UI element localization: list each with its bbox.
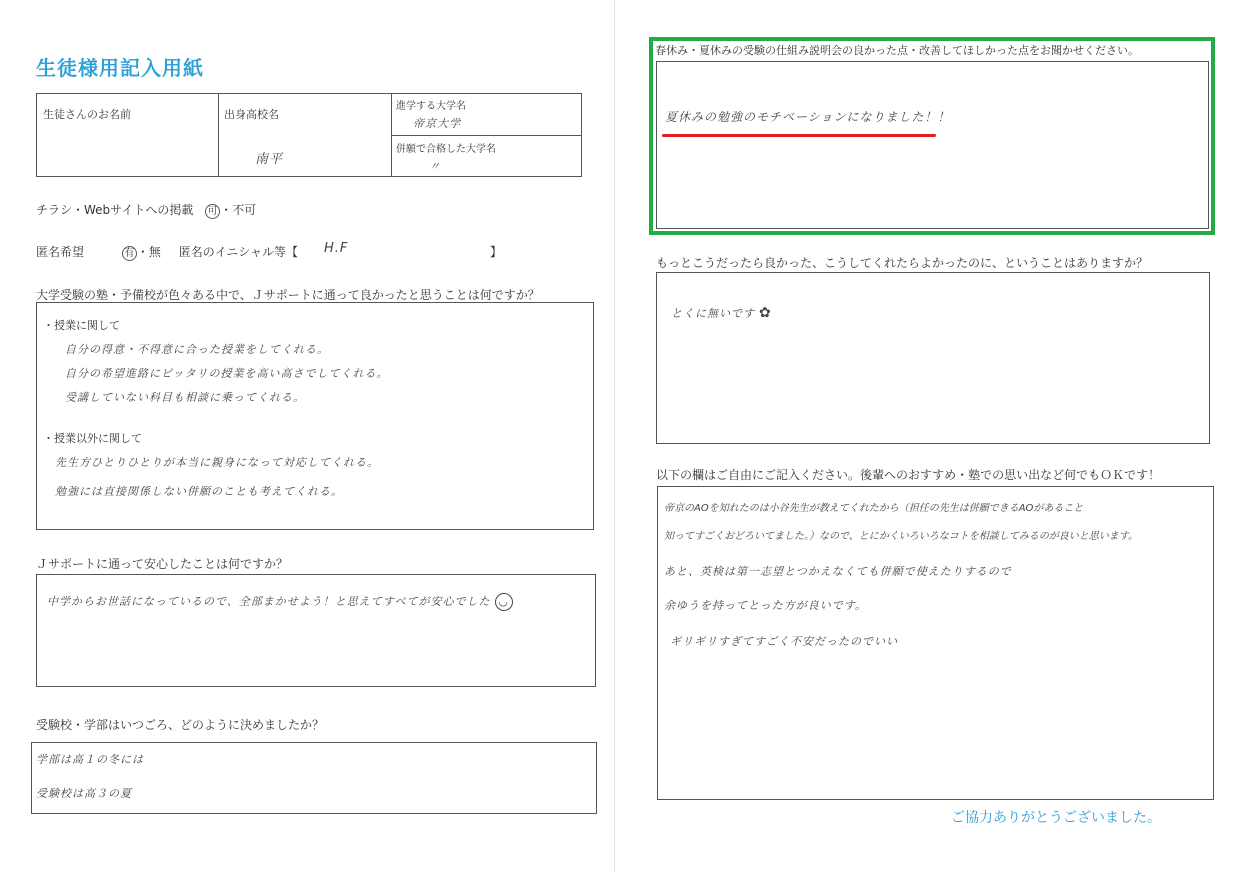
- q6-line: 帝京のAOを知れたのは小谷先生が教えてくれたから（担任の先生は併願できるAOがあること: [664, 503, 1084, 514]
- q1-question: 大学受験の塾・予備校が色々ある中で、Ｊサポートに通って良かったと思うことは何ですか？: [36, 288, 540, 302]
- anonymous-row: [36, 243, 298, 261]
- university-value: 帝京大学: [413, 117, 461, 130]
- q1-section1-heading: ・授業に関して: [43, 319, 120, 332]
- publish-ok-circled: 可: [205, 204, 220, 219]
- publish-row: [36, 201, 256, 219]
- student-name-label: 生徒さんのお名前: [43, 108, 131, 121]
- q1-line: 自分の希望進路にピッタリの授業を高い高さでしてくれる。: [65, 367, 389, 380]
- school-label: 出身高校名: [224, 108, 279, 121]
- q3-question: 受験校・学部はいつごろ、どのように決めましたか？: [36, 718, 325, 732]
- anonymous-yes-circled: 有: [122, 246, 137, 261]
- thanks-message: ご協力ありがとうございました。: [951, 810, 1161, 826]
- form-title: 生徒様用記入用紙: [36, 56, 204, 80]
- initial-close: 】: [490, 245, 503, 259]
- red-underline: [662, 134, 936, 137]
- q1-line: 勉強には直接関係しない併願のことも考えてくれる。: [55, 485, 343, 498]
- publish-label: チラシ・Webサイトへの掲載: [36, 203, 194, 217]
- initial-value: H.F: [324, 241, 349, 256]
- q2-answer-text: 中学からお世話になっているので、全部まかせよう！と思えてすべてが安心でした: [47, 595, 491, 608]
- school-value: 南平: [255, 152, 284, 167]
- q4-answer-box: [656, 61, 1209, 229]
- q6-line: ギリギリすぎてすごく不安だったのでいい: [670, 635, 898, 648]
- q4-answer: 夏休みの勉強のモチベーションになりました！！: [665, 110, 951, 124]
- q6-line: あと、英検は第一志望とつかえなくても併願で使えたりするので: [664, 565, 1012, 578]
- info-table: [36, 93, 582, 177]
- anonymous-no: ・無: [136, 245, 161, 259]
- q5-answer-box: [656, 272, 1210, 444]
- smiley-icon: ◡: [495, 593, 513, 611]
- q6-line: 知ってすごくおどろいてました。）なので、とにかくいろいろなコトを相談してみるのが良いと思います。: [664, 531, 1138, 542]
- q2-answer: [47, 593, 513, 611]
- q1-line: 受講していない科目も相談に乗ってくれる。: [65, 391, 305, 404]
- combined-value: 〃: [429, 160, 441, 173]
- q3-line: 学部は高１の冬には: [36, 753, 144, 766]
- q6-answer-box: [657, 486, 1214, 800]
- q1-line: 自分の得意・不得意に合った授業をしてくれる。: [65, 343, 329, 356]
- university-label: 進学する大学名: [396, 101, 466, 112]
- table-divider: [218, 94, 219, 176]
- q3-answer-box: [31, 742, 597, 814]
- q2-answer-box: [36, 574, 596, 687]
- q5-question: もっとこうだったら良かった、こうしてくれたらよかったのに、ということはありますか？: [656, 256, 1149, 270]
- q5-answer: [671, 305, 772, 321]
- q2-question: Ｊサポートに通って安心したことは何ですか？: [36, 557, 289, 571]
- anonymous-label: 匿名希望: [36, 245, 85, 259]
- q5-answer-text: とくに無いです: [671, 307, 755, 320]
- table-divider: [391, 135, 581, 136]
- q3-line: 受験校は高３の夏: [36, 787, 132, 800]
- q4-question: 春休み・夏休みの受験の仕組み説明会の良かった点・改善してほしかった点をお聞かせください。: [655, 44, 1139, 57]
- q6-line: 余ゆうを持ってとった方が良いです。: [664, 599, 867, 612]
- q1-section2-heading: ・授業以外に関して: [43, 432, 142, 445]
- q1-line: 先生方ひとりひとりが本当に親身になって対応してくれる。: [55, 456, 379, 469]
- publish-ng: ・不可: [220, 203, 257, 217]
- initial-label: 匿名のイニシャル等【: [178, 245, 298, 259]
- flower-icon: ✿: [759, 305, 772, 321]
- combined-label: 併願で合格した大学名: [396, 144, 496, 155]
- q6-question: 以下の欄はご自由にご記入ください。後輩へのおすすめ・塾での思い出など何でもＯＫです！: [656, 468, 1161, 482]
- page-divider: [614, 0, 615, 872]
- q1-answer-box: [36, 302, 594, 530]
